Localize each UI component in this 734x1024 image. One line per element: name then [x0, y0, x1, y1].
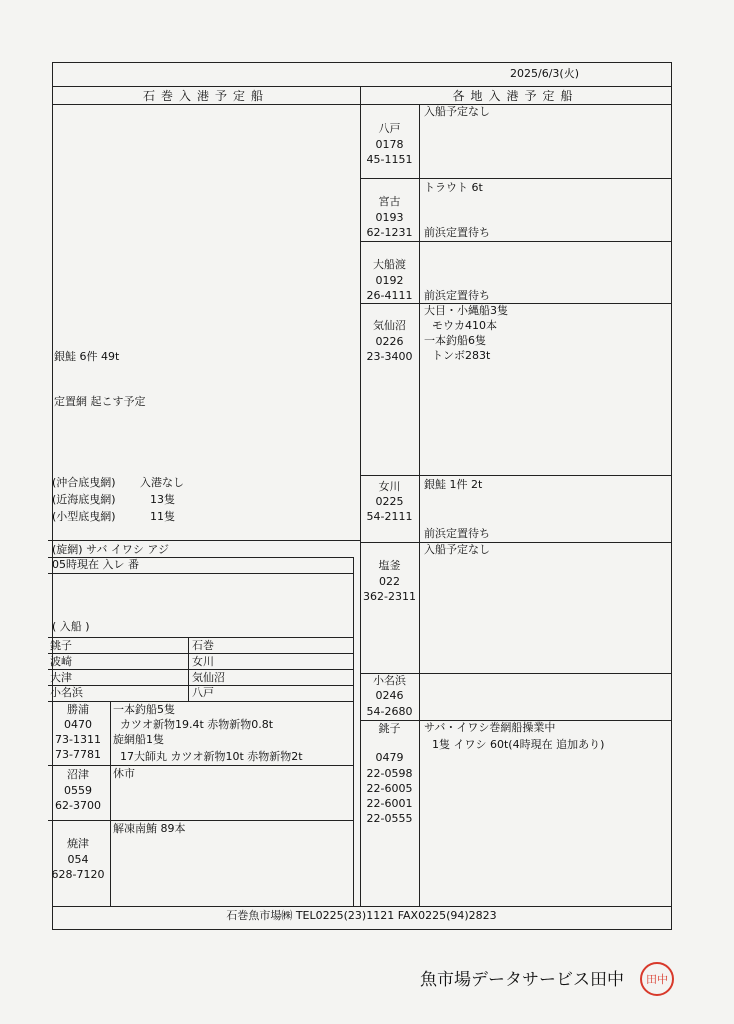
service-name: 魚市場データサービス田中	[420, 970, 624, 990]
hachinohe-code: 0178	[375, 138, 404, 151]
kinkai-label: (近海底曳網)	[52, 493, 116, 506]
nyusen-label: ( 入船 )	[52, 620, 90, 633]
onagawa-code: 0225	[375, 495, 404, 508]
grid-right-4: 八戸	[192, 686, 214, 699]
rule	[360, 178, 671, 179]
katsuura-line-4: 17大師丸 カツオ新物10t 赤物新物2t	[120, 750, 303, 763]
choshi-line-2: 1隻 イワシ 60t(4時現在 追加あり)	[432, 738, 605, 751]
ofunato-code: 0192	[375, 274, 404, 287]
katsuura-code: 0470	[64, 718, 92, 731]
hachinohe-line-1: 入船予定なし	[424, 105, 490, 118]
choshi-phone-2: 22-6005	[366, 782, 413, 795]
rule	[52, 86, 671, 87]
grid-left-2: 波崎	[50, 655, 72, 668]
rule	[52, 104, 671, 105]
seal-text: 田中	[646, 973, 668, 986]
onahama-name: 小名浜	[373, 674, 406, 687]
rule	[48, 540, 360, 541]
hachinohe-phone: 45-1151	[366, 153, 413, 166]
kesennuma-code: 0226	[375, 335, 404, 348]
numazu-name: 沼津	[67, 768, 89, 781]
kinkai-value: 13隻	[150, 493, 175, 506]
contact-line: 石巻魚市場㈱ TEL0225(23)1121 FAX0225(94)2823	[226, 909, 497, 922]
rule	[52, 906, 671, 907]
miyako-line-2: 前浜定置待ち	[424, 226, 490, 239]
ofunato-line-1: 前浜定置待ち	[424, 289, 490, 302]
choshi-phone-4: 22-0555	[366, 812, 413, 825]
senmou-line: (旋網) サバ イワシ アジ	[52, 543, 169, 556]
kesennuma-line-2: モウカ410本	[432, 319, 497, 332]
yaizu-line-1: 解凍南鮪 89本	[113, 822, 186, 835]
rule	[360, 542, 671, 543]
tanaka-seal	[640, 962, 674, 996]
kogata-value: 11隻	[150, 510, 175, 523]
katsuura-phone-1: 73-1311	[55, 733, 101, 746]
numazu-line-1: 休市	[113, 767, 135, 780]
shiogama-phone: 362-2311	[363, 590, 416, 603]
rule	[360, 475, 671, 476]
onagawa-line-1: 銀鮭 1件 2t	[424, 478, 483, 491]
okiai-value: 入港なし	[140, 476, 184, 489]
rule	[48, 653, 353, 654]
katsuura-line-3: 旋網船1隻	[113, 733, 164, 746]
right-divider	[419, 104, 420, 906]
miyako-code: 0193	[375, 211, 404, 224]
grid-right-3: 気仙沼	[192, 671, 225, 684]
miyako-line-1: トラウト 6t	[424, 181, 483, 194]
rule	[360, 241, 671, 242]
grid-right-border	[353, 557, 354, 906]
kesennuma-name: 気仙沼	[373, 319, 406, 332]
gin-sake-line: 銀鮭 6件 49t	[54, 350, 120, 363]
regional-header: 各地入港予定船	[452, 89, 579, 103]
onagawa-line-2: 前浜定置待ち	[424, 527, 490, 540]
choshi-name: 銚子	[378, 722, 401, 735]
choshi-line-1: サバ・イワシ巻網船操業中	[424, 721, 556, 734]
grid-left-4: 小名浜	[50, 686, 83, 699]
katsuura-phone-2: 73-7781	[55, 748, 101, 761]
onagawa-name: 女川	[378, 480, 401, 493]
kesennuma-line-1: 大目・小縄船3隻	[424, 304, 508, 317]
report-date: 2025/6/3(火)	[510, 67, 579, 80]
teichi-line: 定置網 起こす予定	[54, 395, 146, 408]
rule	[48, 573, 353, 574]
kogata-label: (小型底曳網)	[52, 510, 116, 523]
kesennuma-phone: 23-3400	[366, 350, 413, 363]
yaizu-code: 054	[67, 853, 89, 866]
grid-left-3: 大津	[50, 671, 72, 684]
onahama-phone: 54-2680	[366, 705, 413, 718]
grid-left-1: 銚子	[50, 639, 72, 652]
yaizu-phone: 628-7120	[51, 868, 105, 881]
ofunato-phone: 26-4111	[366, 289, 413, 302]
numazu-code: 0559	[64, 784, 92, 797]
miyako-name: 宮古	[378, 195, 401, 208]
onagawa-phone: 54-2111	[366, 510, 413, 523]
shiogama-code: 022	[379, 575, 400, 588]
katsuura-name: 勝浦	[67, 703, 89, 716]
kesennuma-line-3: 一本釣船6隻	[424, 334, 486, 347]
ishinomaki-header: 石巻入港予定船	[142, 89, 269, 103]
left-port-divider	[110, 701, 111, 906]
choshi-phone-3: 22-6001	[366, 797, 413, 810]
rule	[48, 637, 353, 638]
choshi-code: 0479	[375, 751, 404, 764]
rule	[48, 701, 353, 702]
rule	[48, 765, 353, 766]
grid-right-1: 石巻	[192, 639, 214, 652]
yaizu-name: 焼津	[67, 837, 89, 850]
hachinohe-name: 八戸	[378, 122, 401, 135]
irebango-line: 05時現在 入レ 番	[52, 558, 139, 571]
rule	[48, 669, 353, 670]
shiogama-name: 塩釜	[378, 559, 401, 572]
onahama-code: 0246	[375, 689, 404, 702]
katsuura-line-1: 一本釣船5隻	[113, 703, 175, 716]
okiai-label: (沖合底曳網)	[52, 476, 116, 489]
grid-right-2: 女川	[192, 655, 214, 668]
rule	[48, 820, 353, 821]
miyako-phone: 62-1231	[366, 226, 413, 239]
ofunato-name: 大船渡	[373, 258, 406, 271]
katsuura-line-2: カツオ新物19.4t 赤物新物0.8t	[120, 718, 274, 731]
rule	[360, 303, 671, 304]
shiogama-line-1: 入船予定なし	[424, 543, 490, 556]
numazu-phone: 62-3700	[55, 799, 101, 812]
choshi-phone-1: 22-0598	[366, 767, 413, 780]
kesennuma-line-4: トンボ283t	[432, 349, 491, 362]
